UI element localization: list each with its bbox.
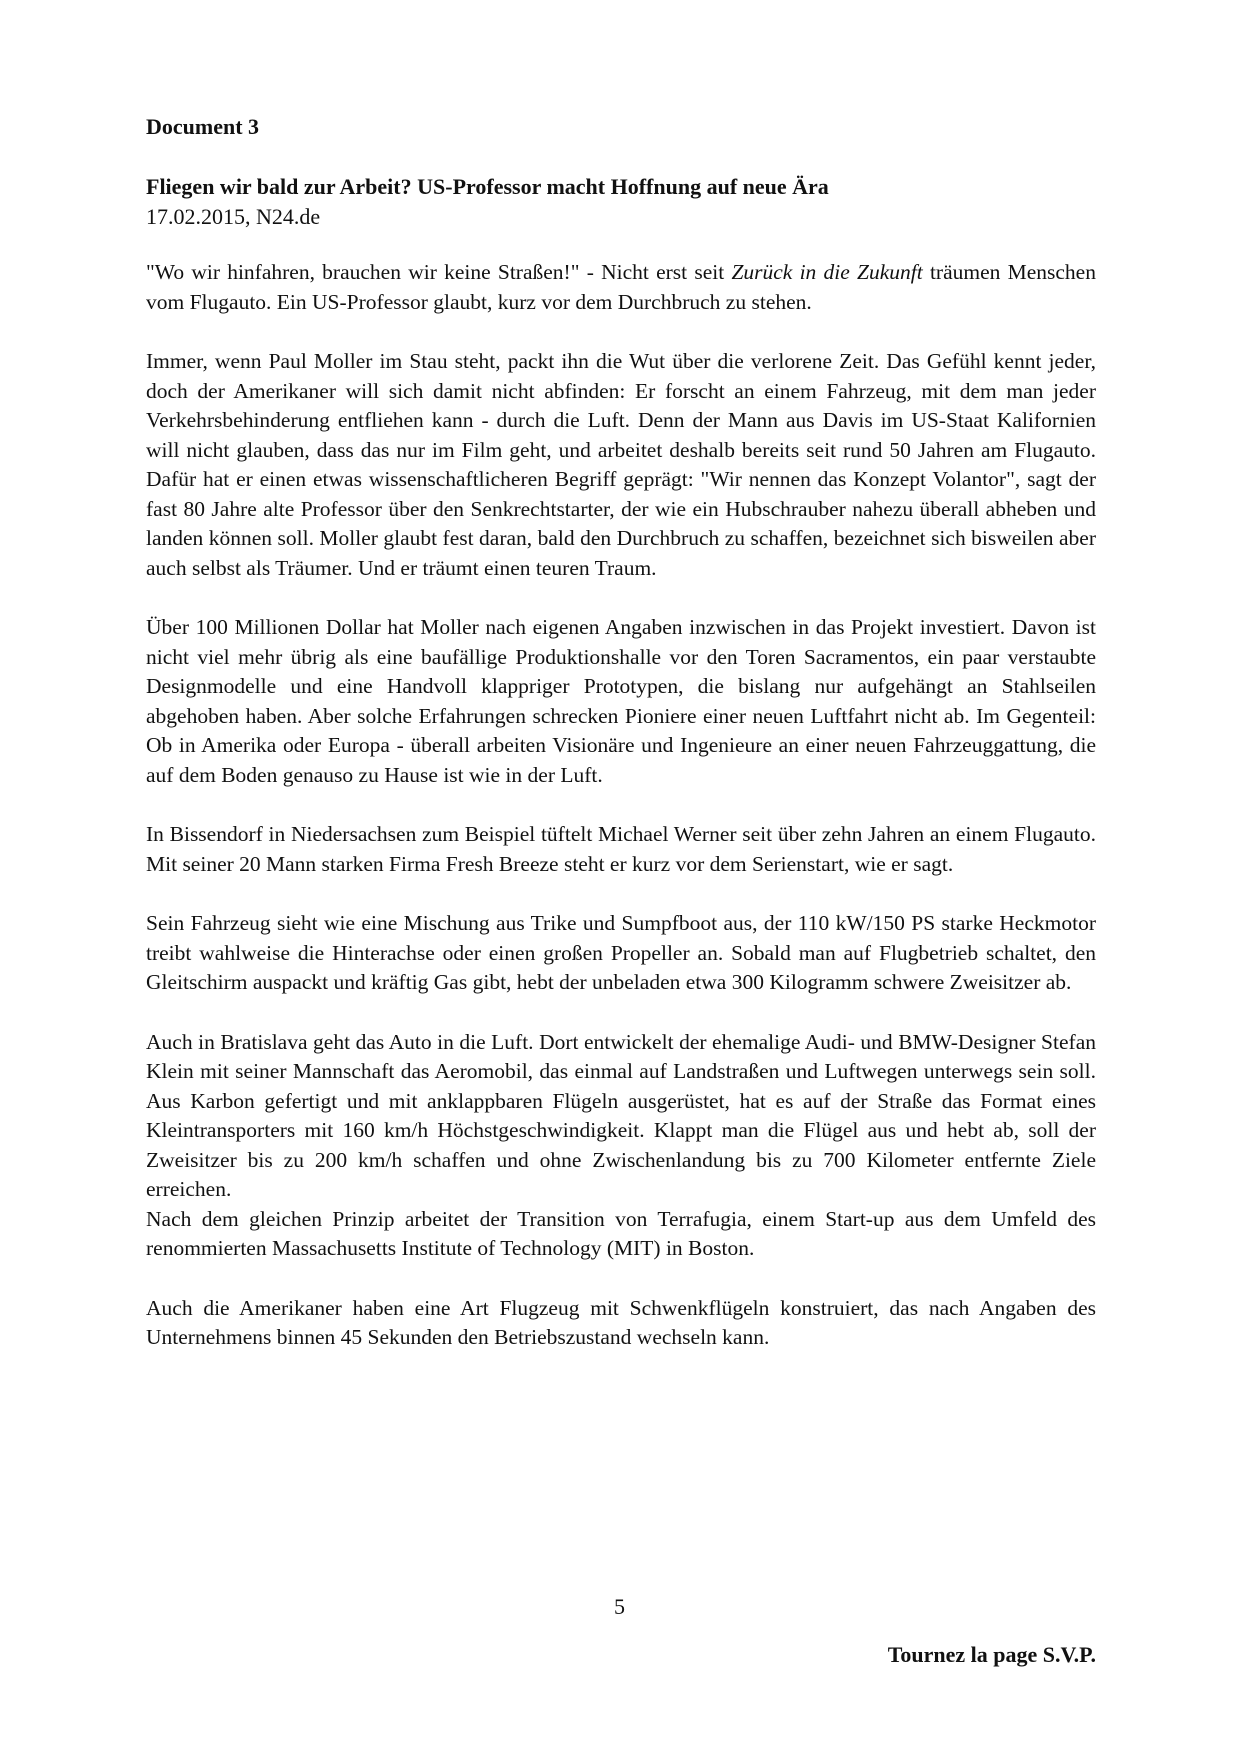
intro-text-start: "Wo wir hinfahren, brauchen wir keine Straßen!" - Nicht erst seit [146, 260, 732, 284]
paragraph-vehicle: Sein Fahrzeug sieht wie eine Mischung aus Trike und Sumpfboot aus, der 110 kW/150 PS starke Heckmotor treibt wahlweise die Hinterachse oder einen großen Propeller an. Sobald man auf Flugbetrieb schaltet, den Gleitschirm auspackt und kräftig Gas gibt, hebt der unbeladen etwa 300 Kilogramm schwere Zweisitzer ab. [146, 911, 1096, 994]
film-title: Zurück in die Zukunft [731, 260, 923, 284]
document-page [146, 0, 1096, 1754]
paragraph-moller: Immer, wenn Paul Moller im Stau steht, packt ihn die Wut über die verlorene Zeit. Das Gefühl kennt jeder, doch der Amerikaner will sich damit nicht abfinden: Er forscht an einem Fahrzeug, mit dem man jeder Verkehrsbehinderung entfliehen kann - durch die Luft. Denn der Mann aus Davis im US-Staat Kalifornien will nicht glauben, dass das nur im Film geht, und arbeitet deshalb bereits seit rund 50 Jahren am Flugauto. Dafür hat er einen etwas wissenschaftlicheren Begriff geprägt: "Wir nennen das Konzept Volantor", sagt der fast 80 Jahre alte Professor über den Senkrechtstarter, der wie ein Hubschrauber nahezu überall abheben und landen können soll. Moller glaubt fest daran, bald den Durchbruch zu schaffen, bezeichnet sich bisweilen aber auch selbst als Träumer. Und er träumt einen teuren Traum. [146, 349, 1096, 580]
article-body [146, 258, 1096, 1383]
paragraph-intro [146, 258, 1096, 317]
article-dateline: 17.02.2015, N24.de [146, 204, 321, 229]
paragraph-bratislava: Auch in Bratislava geht das Auto in die Luft. Dort entwickelt der ehemalige Audi- und BMW-Designer Stefan Klein mit seiner Mannschaft das Aeromobil, das einmal auf Landstraßen und Luftwegen unterwegs sein soll. Aus Karbon gefertigt und mit anklappbaren Flügeln ausgerüstet, hat es auf der Straße das Format eines Kleintransporters mit 160 km/h Höchstgeschwindigkeit. Klappt man die Flügel aus und hebt ab, soll der Zweisitzer bis zu 200 km/h schaffen und ohne Zwischenlandung bis zu 700 Kilometer entfernte Ziele erreichen. [146, 1029, 1096, 1201]
intro-text-end: träumen Menschen vom Flugauto. Ein US-Professor glaubt, kurz vor dem Durchbruch zu stehen. [146, 260, 1096, 314]
paragraph-terrafugia: Nach dem gleichen Prinzip arbeitet der Transition von Terrafugia, einem Start-up aus dem Umfeld des renommierten Massachusetts Institute of Technology (MIT) in Boston. [146, 1206, 1096, 1260]
paragraph-swing-wing: Auch die Amerikaner haben eine Art Flugzeug mit Schwenkflügeln konstruiert, das nach Angaben des Unternehmens binnen 45 Sekunden den Betriebszustand wechseln kann. [146, 1295, 1096, 1349]
document-label: Document 3 [146, 114, 260, 139]
paragraph-investment: Über 100 Millionen Dollar hat Moller nach eigenen Angaben inzwischen in das Projekt investiert. Davon ist nicht viel mehr übrig als eine baufällige Produktionshalle vor den Toren Sacramentos, ein paar verstaubte Designmodelle und eine Handvoll klappriger Prototypen, die bislang nur aufgehängt an Stahlseilen abgehoben haben. Aber solche Erfahrungen schrecken Pioniere einer neuen Luftfahrt nicht ab. Im Gegenteil: Ob in Amerika oder Europa - überall arbeiten Visionäre und Ingenieure an einer neuen Fahrzeuggattung, die auf dem Boden genauso zu Hause ist wie in der Luft. [146, 615, 1096, 787]
article-headline: Fliegen wir bald zur Arbeit? US-Professor macht Hoffnung auf neue Ära [146, 174, 829, 199]
turn-page-note: Tournez la page S.V.P. [887, 1642, 1096, 1667]
page-number: 5 [614, 1594, 625, 1619]
paragraph-bissendorf: In Bissendorf in Niedersachsen zum Beispiel tüftelt Michael Werner seit über zehn Jahren an einem Flugauto. Mit seiner 20 Mann starken Firma Fresh Breeze steht er kurz vor dem Serienstart, wie er sagt. [146, 822, 1096, 876]
